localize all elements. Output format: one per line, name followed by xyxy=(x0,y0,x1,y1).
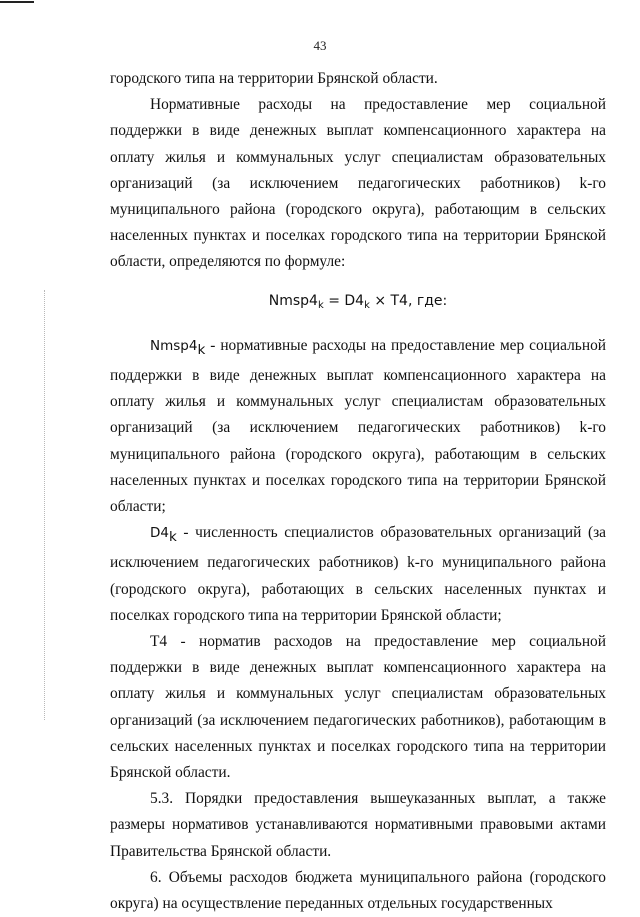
formula-rhs-subscript: k xyxy=(364,299,370,311)
formula-lhs-subscript: k xyxy=(317,299,324,311)
page-number: 43 xyxy=(313,38,327,53)
definition-term: D4 xyxy=(150,525,169,542)
top-rule-mark xyxy=(0,1,34,3)
paragraph-5-3: 5.3. Порядки предоставления вышеуказанных выплат, а также размеры нормативов устанавливаются нормативными правовыми актами Правительства Брянской области. xyxy=(110,790,606,860)
definition-term-subscript: k xyxy=(168,529,177,546)
definition-text: - нормативные расходы на предоставление мер социальной поддержки в виде денежных выплат компенсационного характера на оплату жилья и коммунальных услуг специалистам образовательных организаций (за исключением педагогических работников) k-го муниципального района (городского округа), работающим в сельских населенных пунктах и поселках городского типа на территории Брянской области; xyxy=(110,336,606,515)
formula-lhs: Nmsp4 xyxy=(268,292,318,309)
formula xyxy=(110,291,606,316)
paragraph-norm-expenses: Нормативные расходы на предоставление мер социальной поддержки в виде денежных выплат компенсационного характера на оплату жилья и коммунальных услуг специалистам образовательных организаций (за исключением педагогических работников) k-го муниципального района (городского округа), работающим в сельских населенных пунктах и поселках городского типа на территории Брянской области, определяются по формуле: xyxy=(110,96,606,271)
paragraph-6: 6. Объемы расходов бюджета муниципального района (городского округа) на осуществление переданных отдельных государственных xyxy=(110,868,606,913)
document-body xyxy=(110,66,606,917)
definition-term-subscript: k xyxy=(197,341,206,358)
formula-rhs-term: D4 xyxy=(344,292,365,309)
definition-t4: Т4 - норматив расходов на предоставление мер социальной поддержки в виде денежных выплат компенсационного характера на оплату жилья и коммунальных услуг специалистам образовательных организаций (за исключением педагогических работников), работающим в сельских населенных пунктах и поселках городского типа на территории Брянской области. xyxy=(110,633,606,782)
margin-dotted-line xyxy=(44,290,46,720)
definition-text: - численность специалистов образовательных организаций (за исключением педагогических работников) k-го муниципального района (городского округа), работающих в сельских населенных пунктах и поселках городского типа на территории Брянской области; xyxy=(110,524,606,624)
formula-equals: = xyxy=(323,292,345,309)
paragraph-continuation: городского типа на территории Брянской области. xyxy=(110,70,438,87)
formula-rest: × T4, где: xyxy=(369,292,448,309)
definition-nmsp4 xyxy=(110,333,606,521)
definition-term: Nmsp4 xyxy=(150,337,198,354)
definition-d4 xyxy=(110,520,606,629)
